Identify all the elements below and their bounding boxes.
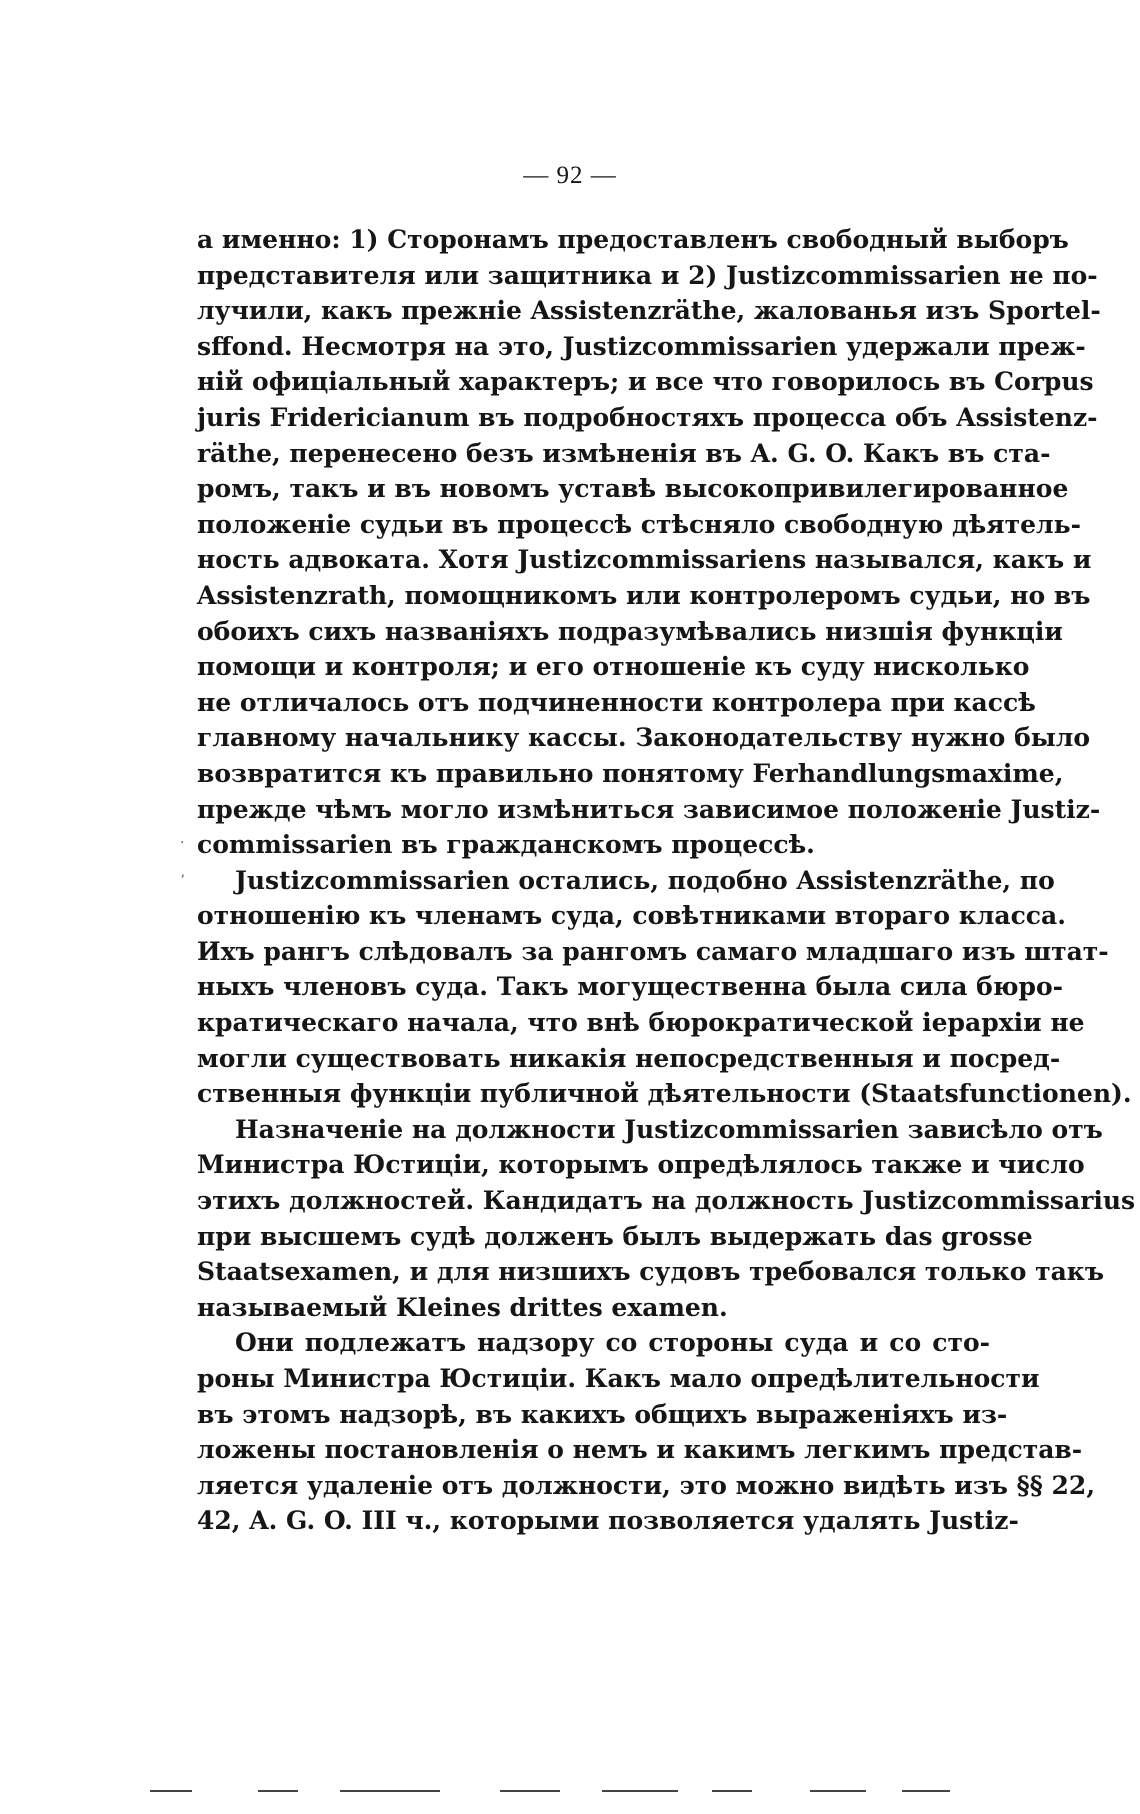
scan-mark	[902, 1790, 950, 1792]
scan-mark	[500, 1790, 560, 1792]
paragraph	[197, 863, 1132, 1112]
text-line: ромъ, такъ и въ новомъ уставѣ высокопривилегированное	[197, 474, 1069, 504]
text-line: ныхъ членовъ суда. Такъ могущественна была сила бюро-	[197, 972, 1063, 1002]
margin-mark: ·	[180, 835, 185, 851]
text-line: кратическаго начала, что внѣ бюрократической іерархіи не	[197, 1008, 1085, 1038]
paragraph	[197, 222, 1101, 863]
text-line: Assistenzrath, помощникомъ или контролеромъ судьи, но въ	[197, 580, 1091, 610]
text-line: Они подлежатъ надзору со стороны суда и со сто-	[235, 1328, 990, 1358]
text-line: положеніе судьи въ процессѣ стѣсняло свободную дѣятель-	[197, 509, 1082, 539]
text-line: представителя или защитника и 2) Justizcommissarien не по-	[197, 260, 1098, 290]
page-number: — 92 —	[523, 162, 617, 189]
scan-mark	[810, 1790, 866, 1792]
text-line: этихъ должностей. Кандидатъ на должность Justizcommissarius	[197, 1186, 1136, 1216]
scan-mark	[340, 1790, 440, 1792]
text-line: Justizcommissarien остались, подобно Assistenzräthe, по	[235, 865, 1055, 895]
text-line: commissarien въ гражданскомъ процессѣ.	[197, 830, 815, 860]
text-line: при высшемъ судѣ долженъ былъ выдержать das grosse	[197, 1221, 1033, 1251]
text-line: могли существовать никакія непосредственныя и посред-	[197, 1043, 1061, 1073]
text-line: лучили, какъ прежніе Assistenzräthe, жалованья изъ Sportel-	[197, 296, 1101, 326]
scan-mark	[712, 1790, 752, 1792]
text-line: прежде чѣмъ могло измѣниться зависимое положеніе Justiz-	[197, 794, 1101, 824]
text-line: обоихъ сихъ названіяхъ подразумѣвались низшія функціи	[197, 616, 1063, 646]
paragraph	[197, 1112, 1136, 1326]
text-line: juris Fridericianum въ подробностяхъ процесса объ Assistenz-	[197, 402, 1098, 432]
text-line: ній офиціальный характеръ; и все что говорилось въ Corpus	[197, 367, 1094, 397]
text-line: Министра Юстиціи, которымъ опредѣлялось также и число	[197, 1150, 1085, 1180]
margin-mark: ʼ	[180, 873, 185, 889]
text-line: ственныя функціи публичной дѣятельности (Staatsfunctionen).	[197, 1079, 1132, 1109]
text-line: не отличалось отъ подчиненности контролера при кассѣ	[197, 687, 1036, 717]
scan-edge-marks	[150, 1790, 1000, 1794]
text-line: ляется удаленіе отъ должности, это можно видѣть изъ §§ 22,	[197, 1470, 1096, 1500]
text-line: главному начальнику кассы. Законодательству нужно было	[197, 723, 1091, 753]
text-line: въ этомъ надзорѣ, въ какихъ общихъ выраженіяхъ из-	[197, 1399, 1008, 1429]
text-line: 42, A. G. O. III ч., которыми позволяется удалять Justiz-	[197, 1506, 1019, 1536]
scan-mark	[602, 1790, 678, 1792]
text-line: помощи и контроля; и его отношеніе къ суду нисколько	[197, 652, 1030, 682]
text-line: Staatsexamen, и для низшихъ судовъ требовался только такъ	[197, 1257, 1105, 1287]
text-line: ложены постановленія о немъ и какимъ легкимъ представ-	[197, 1435, 1083, 1465]
text-line: Назначеніе на должности Justizcommissarien зависѣло отъ	[235, 1114, 1103, 1144]
text-line: ность адвоката. Хотя Justizcommissariens назывался, какъ и	[197, 545, 1092, 575]
text-line: отношенію къ членамъ суда, совѣтниками втораго класса.	[197, 901, 1066, 931]
text-line: räthe, перенесено безъ измѣненія въ A. G. O. Какъ въ ста-	[197, 438, 1051, 468]
text-line: sffond. Несмотря на это, Justizcommissarien удержали преж-	[197, 331, 1086, 361]
paragraph	[197, 1325, 1096, 1539]
body-text	[197, 222, 1136, 1539]
scan-mark	[258, 1790, 298, 1792]
text-line: возвратится къ правильно понятому Ferhandlungsmaxime,	[197, 758, 1064, 788]
text-line: роны Министра Юстиціи. Какъ мало опредѣлительности	[197, 1364, 1040, 1393]
text-line: называемый Kleines drittes examen.	[197, 1292, 728, 1322]
scan-mark	[150, 1790, 192, 1792]
text-line: а именно: 1) Сторонамъ предоставленъ свободный выборъ	[197, 225, 1069, 254]
text-line: Ихъ рангъ слѣдовалъ за рангомъ самаго младшаго изъ штат-	[197, 936, 1109, 966]
